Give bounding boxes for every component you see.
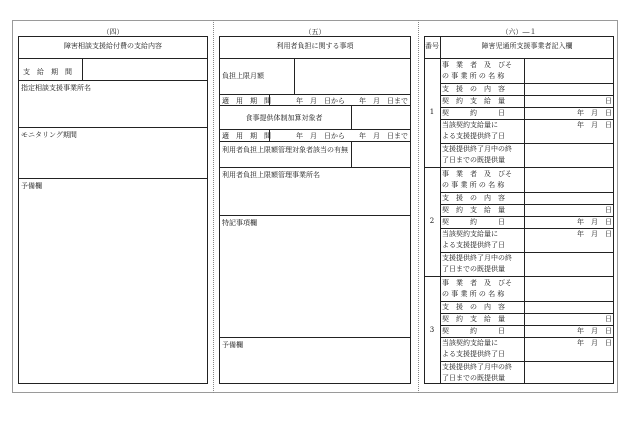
number-header: 番号 bbox=[425, 42, 439, 50]
row-line bbox=[440, 252, 614, 253]
child-support-heading: 障害児通所支援事業者記入欄 bbox=[481, 42, 573, 50]
end-date-value: 年 月 日 bbox=[577, 121, 612, 129]
contract-amount-label: 契 約 支 給 量 bbox=[442, 97, 505, 105]
notes-label: 予備欄 bbox=[21, 182, 42, 190]
row-line bbox=[440, 119, 614, 120]
group-line bbox=[424, 276, 614, 277]
contract-amount-label: 契 約 支 給 量 bbox=[442, 206, 505, 214]
end-date-label-2: よる支援提供終了日 bbox=[442, 350, 505, 358]
row-line bbox=[440, 228, 614, 229]
row-line bbox=[440, 301, 614, 302]
provider-name-label-2: の 事 業 所 の 名 称 bbox=[442, 72, 505, 80]
amount-unit: 日 bbox=[605, 315, 612, 323]
column-divider bbox=[213, 20, 214, 393]
row-line bbox=[440, 95, 614, 96]
row-line bbox=[440, 204, 614, 205]
end-date-label-2: よる支援提供終了日 bbox=[442, 132, 505, 140]
group-line bbox=[424, 167, 614, 168]
row-line bbox=[440, 143, 614, 144]
user-burden-box bbox=[219, 36, 411, 384]
application-period-value-2: 年 月 日から 年 月 日まで bbox=[296, 132, 408, 140]
section-number-5: （五） bbox=[304, 28, 326, 36]
end-date-value: 年 月 日 bbox=[577, 339, 612, 347]
monthly-cap-label: 負担上限月額 bbox=[222, 72, 264, 80]
amount-unit: 日 bbox=[605, 97, 612, 105]
end-date-label-1: 当該契約支給量に bbox=[442, 230, 498, 238]
number-column-divider bbox=[440, 36, 441, 384]
designated-provider-label: 指定相談支援事業所名 bbox=[21, 84, 91, 92]
contract-amount-label: 契 約 支 給 量 bbox=[442, 315, 505, 323]
contract-date-label: 契 約 日 bbox=[442, 218, 505, 226]
provided-amount-label-2: 了日までの既提供量 bbox=[442, 374, 505, 382]
special-notes-label: 特記事項欄 bbox=[222, 219, 257, 227]
provider-name-label-1: 事 業 者 及 びそ bbox=[442, 170, 512, 178]
section-number-6-1: （六）―１ bbox=[501, 28, 537, 36]
group-number: 2 bbox=[429, 216, 435, 225]
cap-management-provider-label: 利用者負担上限額管理事業所名 bbox=[222, 171, 320, 179]
contract-date-value: 年 月 日 bbox=[577, 218, 612, 226]
contract-date-value: 年 月 日 bbox=[577, 109, 612, 117]
group-number: 3 bbox=[429, 325, 435, 334]
group-number: 1 bbox=[429, 107, 435, 116]
end-date-label-1: 当該契約支給量に bbox=[442, 339, 498, 347]
end-date-label-2: よる支援提供終了日 bbox=[442, 241, 505, 249]
service-content-label: 支 援 の 内 容 bbox=[442, 303, 505, 311]
payment-period-label: 支 給 期 間 bbox=[23, 68, 72, 76]
provider-name-label-2: の 事 業 所 の 名 称 bbox=[442, 181, 505, 189]
service-content-label: 支 援 の 内 容 bbox=[442, 85, 505, 93]
row-line bbox=[440, 313, 614, 314]
amount-unit: 日 bbox=[605, 206, 612, 214]
contract-date-label: 契 約 日 bbox=[442, 109, 505, 117]
provider-name-label-2: の 事 業 所 の 名 称 bbox=[442, 290, 505, 298]
row-line bbox=[440, 361, 614, 362]
meal-provision-label: 食事提供体制加算対象者 bbox=[245, 114, 323, 122]
application-period-value: 年 月 日から 年 月 日まで bbox=[296, 97, 408, 105]
notes-label-2: 予備欄 bbox=[222, 341, 243, 349]
provided-amount-label-2: 了日までの既提供量 bbox=[442, 156, 505, 164]
application-period-label-2: 適 用 期 間 bbox=[222, 132, 271, 140]
row-line bbox=[440, 83, 614, 84]
provided-amount-label-1: 支援提供終了月中の終 bbox=[442, 254, 512, 262]
provided-amount-label-1: 支援提供終了月中の終 bbox=[442, 145, 512, 153]
section-number-4: （四） bbox=[102, 28, 124, 36]
user-burden-heading: 利用者負担に関する事項 bbox=[276, 42, 354, 50]
row-line bbox=[440, 216, 614, 217]
end-date-value: 年 月 日 bbox=[577, 230, 612, 238]
end-date-label-1: 当該契約支給量に bbox=[442, 121, 498, 129]
row-line bbox=[440, 107, 614, 108]
monitoring-period-label: モニタリング期間 bbox=[21, 131, 77, 139]
provided-amount-label-1: 支援提供終了月中の終 bbox=[442, 363, 512, 371]
row-line bbox=[440, 325, 614, 326]
contract-date-label: 契 約 日 bbox=[442, 327, 505, 335]
cap-management-target-label: 利用者負担上限額管理対象者該当の有無 bbox=[222, 146, 348, 154]
provider-name-label-1: 事 業 者 及 びそ bbox=[442, 279, 512, 287]
column-divider bbox=[418, 20, 419, 393]
row-line bbox=[440, 337, 614, 338]
row-line bbox=[440, 192, 614, 193]
contract-date-value: 年 月 日 bbox=[577, 327, 612, 335]
service-content-label: 支 援 の 内 容 bbox=[442, 194, 505, 202]
application-period-label: 適 用 期 間 bbox=[222, 97, 271, 105]
provided-amount-label-2: 了日までの既提供量 bbox=[442, 265, 505, 273]
consultation-heading: 障害相談支援給付費の支給内容 bbox=[64, 42, 162, 50]
provider-name-label-1: 事 業 者 及 びそ bbox=[442, 61, 512, 69]
